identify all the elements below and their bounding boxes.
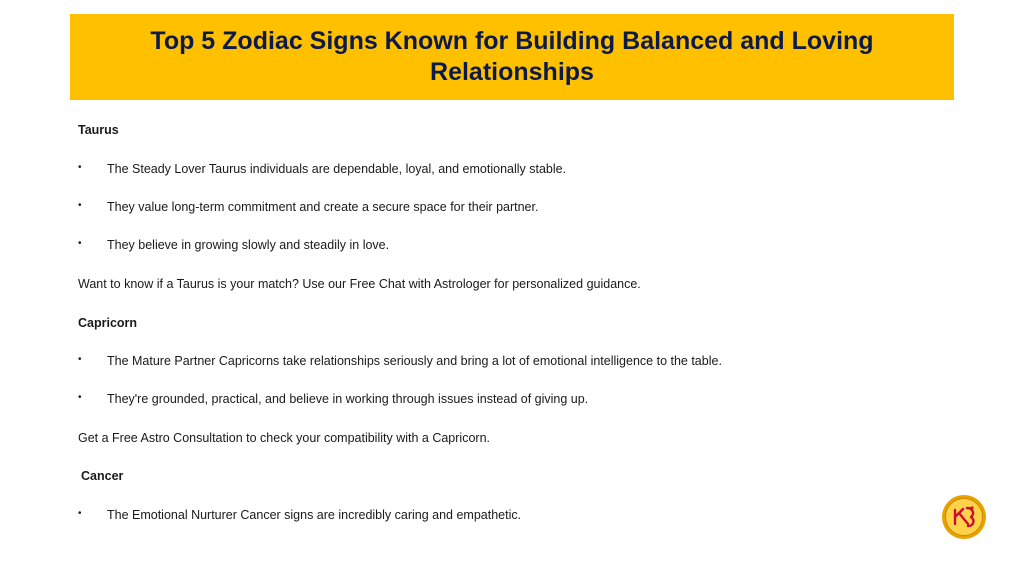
bullet-icon: • [78, 238, 82, 249]
bullet-icon: • [78, 162, 82, 173]
bullet-icon: • [78, 200, 82, 211]
taurus-note: Want to know if a Taurus is your match? Use our Free Chat with Astrologer for personalized guidance. [78, 277, 641, 291]
bullet-icon: • [78, 392, 82, 403]
bullet-icon: • [78, 354, 82, 365]
title-banner [70, 14, 954, 100]
astrology-logo-icon [941, 494, 987, 540]
bullet-icon: • [78, 508, 82, 519]
page-title: Top 5 Zodiac Signs Known for Building Balanced and Loving Relationships [150, 27, 874, 86]
section-heading-capricorn: Capricorn [78, 316, 138, 330]
section-heading-cancer: Cancer [81, 469, 124, 483]
capricorn-note: Get a Free Astro Consultation to check your compatibility with a Capricorn. [78, 431, 490, 445]
section-heading-taurus: Taurus [78, 123, 119, 137]
